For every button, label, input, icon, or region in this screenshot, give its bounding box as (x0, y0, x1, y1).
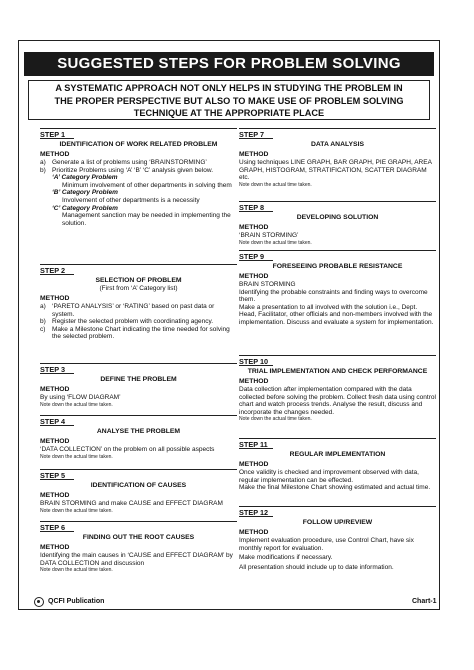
step-text: ‘BRAIN STORMING’ (239, 232, 299, 239)
step-3 (40, 363, 237, 415)
time-note: Note down the actual time taken. (239, 239, 312, 246)
step-text: Using techniques LINE GRAPH, BAR GRAPH, PIE GRAPH, AREA GRAPH, HISTOGRAM, STRATIFICATION, SCATTER DIAGRAM etc. (239, 159, 432, 182)
method-label: METHOD (239, 378, 269, 385)
category-a-heading: ‘A’ Category Problem (52, 174, 118, 182)
step-title: FOLLOW UP/REVIEW (302, 519, 373, 526)
step-text: Make the final Milestone Chart showing estimated and actual time. (239, 484, 431, 492)
time-note: Note down the actual time taken. (40, 567, 113, 574)
method-label: METHOD (40, 386, 70, 393)
step-text: Make modifications if necessary. (239, 554, 333, 562)
step-title: TRIAL IMPLEMENTATION AND CHECK PERFORMANCE (247, 368, 428, 375)
page-title: SUGGESTED STEPS FOR PROBLEM SOLVING (24, 52, 434, 76)
step-title: IDENTIFICATION OF WORK RELATED PROBLEM (59, 141, 218, 148)
step-6 (40, 521, 237, 575)
step-12 (239, 506, 436, 578)
list-item: b) Prioritize Problems using ‘A’ ‘B’ ‘C’ analysis given below. (40, 166, 213, 174)
step-title: FINDING OUT THE ROOT CAUSES (82, 534, 195, 541)
step-label: STEP 5 (40, 470, 74, 480)
step-label: STEP 9 (239, 251, 273, 261)
step-7 (239, 128, 436, 201)
step-1 (40, 128, 237, 264)
step-5 (40, 469, 237, 521)
step-10 (239, 355, 436, 438)
time-note: Note down the actual time taken. (239, 416, 312, 423)
step-text: ‘DATA COLLECTION’ on the problem on all possible aspects (40, 446, 215, 453)
category-a-desc: Minimum involvement of other departments in solving them (62, 181, 232, 189)
category-c-desc: Management sanction may be needed in implementing the solution. (62, 212, 231, 227)
category-b-desc: Involvement of other departments is a necessity (62, 196, 200, 204)
step-title: IDENTIFICATION OF CAUSES (90, 482, 187, 489)
method-label: METHOD (40, 151, 70, 158)
list-item: a) ‘PARETO ANALYSIS’ or ‘RATING’ based on past data or system. (40, 303, 215, 318)
method-label: METHOD (239, 461, 269, 468)
method-label: METHOD (239, 224, 269, 231)
method-label: METHOD (239, 273, 269, 280)
step-label: STEP 4 (40, 416, 74, 426)
step-text: Identifying the probable constraints and finding ways to overcome them. (239, 288, 428, 304)
step-text: Make a presentation to all involved with the solution i.e., Dept. Head, Facilitator, other officials and non-members involved with the implementation. Discuss and evaluate a system for implementation. (239, 303, 434, 326)
time-note: Note down the actual time taken. (40, 401, 113, 408)
step-label: STEP 6 (40, 522, 74, 532)
step-text: BRAIN STORMING and make CAUSE and EFFECT DIAGRAM (40, 500, 223, 507)
method-label: METHOD (239, 529, 269, 536)
step-label: STEP 12 (239, 507, 273, 517)
step-text: BRAIN STORMING (239, 281, 296, 288)
step-text: Identifying the main causes in ‘CAUSE and EFFECT DIAGRAM’ by DATA COLLECTION and discussion (40, 552, 233, 567)
subtitle-line: A SYSTEMATIC APPROACH NOT ONLY HELPS IN STUDYING THE PROBLEM IN (55, 83, 403, 93)
step-text: Once validity is checked and improvement observed with data, regular implementation can be effected. (239, 469, 419, 484)
left-column (40, 128, 237, 575)
step-4 (40, 415, 237, 469)
step-text: Implement evaluation procedure, use Control Chart, have six monthly report for evaluation. (239, 537, 414, 552)
right-column (239, 128, 436, 578)
step-2 (40, 264, 237, 363)
step-title: FORESEEING PROBABLE RESISTANCE (272, 263, 403, 270)
step-title: REGULAR IMPLEMENTATION (289, 451, 386, 458)
time-note: Note down the actual time taken. (40, 453, 113, 460)
step-title: ANALYSE THE PROBLEM (96, 428, 181, 435)
time-note: Note down the actual time taken. (239, 181, 312, 188)
step-label: STEP 7 (239, 129, 273, 139)
chart-number: Chart-1 (412, 598, 437, 605)
step-9 (239, 250, 436, 355)
subtitle-line: TECHNIQUE AT THE APPROPRIATE PLACE (133, 108, 325, 119)
method-label: METHOD (40, 492, 70, 499)
step-text: By using ‘FLOW DIAGRAM’ (40, 394, 121, 401)
qcfi-logo-icon (34, 597, 44, 607)
step-label: STEP 10 (239, 356, 273, 366)
method-label: METHOD (40, 544, 70, 551)
step-label: STEP 1 (40, 129, 74, 139)
list-item: b) Register the selected problem with coordinating agency. (40, 318, 214, 326)
step-label: STEP 11 (239, 439, 273, 449)
step-11 (239, 438, 436, 506)
list-item: a) Generate a list of problems using ‘BRAINSTORMING’ (40, 159, 207, 166)
step-label: STEP 3 (40, 364, 74, 374)
time-note: Note down the actual time taken. (40, 507, 113, 514)
category-b-heading: ‘B’ Category Problem (52, 189, 118, 197)
subtitle-box (28, 80, 430, 120)
category-c-heading: ‘C’ Category Problem (52, 204, 118, 212)
step-title: DEFINE THE PROBLEM (100, 376, 177, 383)
step-label: STEP 8 (239, 202, 273, 212)
step-label: STEP 2 (40, 265, 74, 275)
method-label: METHOD (239, 151, 269, 158)
list-item: c) Make a Milestone Chart indicating the time needed for solving the selected problem. (40, 325, 230, 341)
step-8 (239, 201, 436, 250)
step-title: DATA ANALYSIS (311, 141, 364, 148)
step-title: DEVELOPING SOLUTION (296, 214, 379, 221)
subtitle-line: THE PROPER PERSPECTIVE BUT ALSO TO MAKE USE OF PROBLEM SOLVING (54, 95, 404, 106)
method-label: METHOD (40, 438, 70, 445)
step-title: SELECTION OF PROBLEM (95, 277, 182, 284)
step-text: All presentation should include up to date information. (239, 563, 394, 571)
method-label: METHOD (40, 295, 70, 302)
publisher-label: QCFI Publication (48, 598, 105, 605)
step-text: Data collection after implementation compared with the data collected before solving the problem. Collect fresh data using control chart and watch process trends. Analyse the result, discuss and incorporate the changes needed. (239, 386, 436, 416)
step-subtitle: (First from ‘A’ Category list) (99, 285, 178, 292)
